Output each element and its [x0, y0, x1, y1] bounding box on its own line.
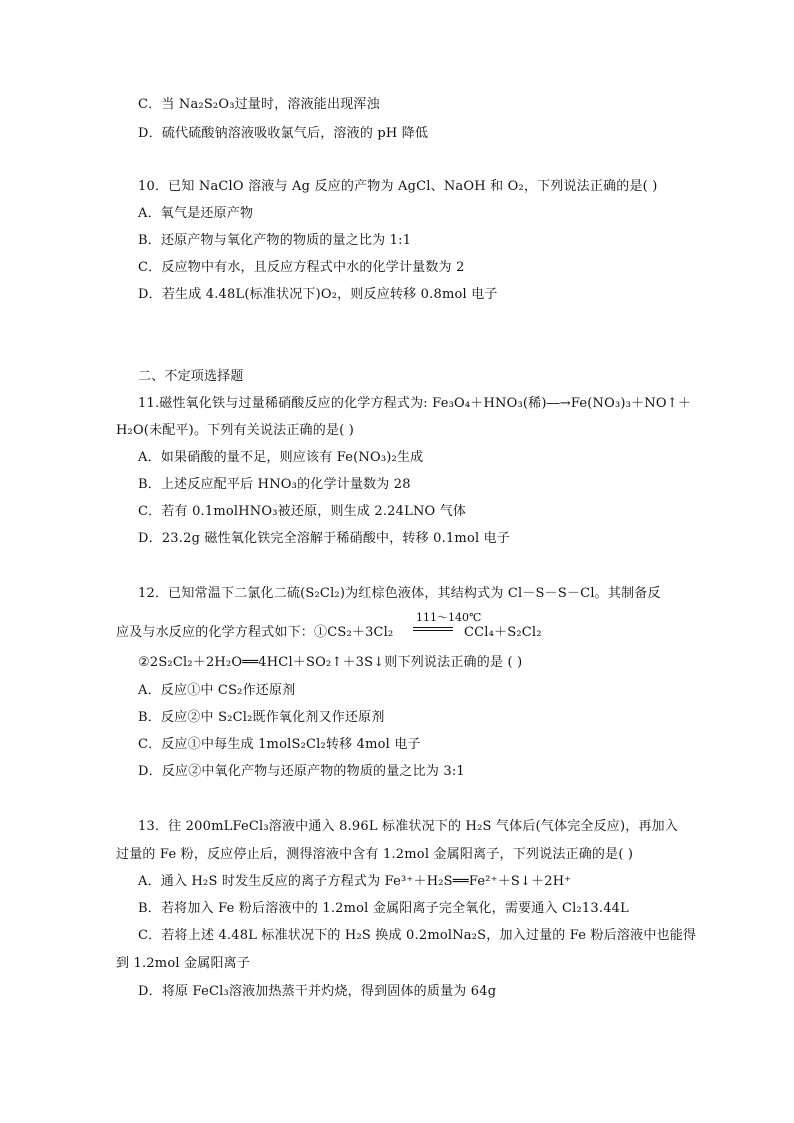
q10-stem: 10．已知 NaClO 溶液与 Ag 反应的产物为 AgCl、NaOH 和 O₂，下列说法正确的是( )	[138, 179, 658, 194]
q12-reaction-condition: 111～140℃	[416, 611, 482, 624]
q13-stem-line2: 过量的 Fe 粉，反应停止后，测得溶液中含有 1.2mol 金属阳离子，下列说法正确的是( )	[116, 847, 634, 862]
q9-option-c: C．当 Na₂S₂O₃过量时，溶液能出现浑浊	[138, 97, 380, 112]
q12-stem-line3: ②2S₂Cl₂＋2H₂O══4HCl＋SO₂↑＋3S↓则下列说法正确的是 ( )	[138, 655, 523, 670]
q11-option-d: D．23.2g 磁性氧化铁完全溶解于稀硝酸中，转移 0.1mol 电子	[138, 531, 511, 546]
q10-option-d: D．若生成 4.48L(标准状况下)O₂，则反应转移 0.8mol 电子	[138, 287, 498, 302]
q13-option-b: B．若将加入 Fe 粉后溶液中的 1.2mol 金属阳离子完全氧化，需要通入 Cl₂13.44L	[138, 901, 629, 916]
q13-option-c-line1: C．若将上述 4.48L 标准状况下的 H₂S 换成 0.2molNa₂S，加入过量的 Fe 粉后溶液中也能得	[138, 928, 697, 943]
q11-option-c: C．若有 0.1molHNO₃被还原，则生成 2.24LNO 气体	[138, 504, 467, 519]
q12-stem-line2-left: 应及与水反应的化学方程式如下：①CS₂＋3Cl₂	[116, 625, 394, 640]
q12-option-c: C．反应①中每生成 1molS₂Cl₂转移 4mol 电子	[138, 737, 421, 752]
q12-stem-line1: 12．已知常温下二氯化二硫(S₂Cl₂)为红棕色液体，其结构式为 Cl－S－S－Cl。其制备反	[138, 586, 661, 601]
q11-option-a: A．如果硝酸的量不足，则应该有 Fe(NO₃)₂生成	[138, 450, 424, 465]
q9-option-d: D．硫代硫酸钠溶液吸收氯气后，溶液的 pH 降低	[138, 126, 429, 141]
q10-option-c: C．反应物中有水，且反应方程式中水的化学计量数为 2	[138, 260, 465, 275]
q11-stem-line2: H₂O(未配平)。下列有关说法正确的是( )	[116, 423, 355, 438]
q12-option-b: B．反应②中 S₂Cl₂既作氧化剂又作还原剂	[138, 710, 385, 725]
q13-option-c-line2: 到 1.2mol 金属阳离子	[116, 956, 251, 971]
q11-option-b: B．上述反应配平后 HNO₃的化学计量数为 28	[138, 477, 411, 492]
q12-equals-sign	[413, 627, 453, 631]
q13-option-a: A．通入 H₂S 时发生反应的离子方程式为 Fe³⁺＋H₂S══Fe²⁺＋S↓＋2H⁺	[138, 874, 572, 889]
q13-stem-line1: 13．往 200mLFeCl₃溶液中通入 8.96L 标准状况下的 H₂S 气体后(气体完全反应)，再加入	[138, 819, 679, 834]
q10-option-b: B．还原产物与氧化产物的物质的量之比为 1:1	[138, 233, 412, 248]
q12-option-a: A．反应①中 CS₂作还原剂	[138, 683, 296, 698]
q13-option-d: D．将原 FeCl₃溶液加热蒸干并灼烧，得到固体的质量为 64g	[138, 984, 497, 999]
section-title: 二、不定项选择题	[138, 369, 244, 384]
q12-stem-line2-right: CCl₄＋S₂Cl₂	[464, 625, 542, 640]
q12-option-d: D．反应②中氧化产物与还原产物的物质的量之比为 3:1	[138, 764, 465, 779]
q10-option-a: A．氧气是还原产物	[138, 206, 254, 221]
q11-stem-line1: 11.磁性氧化铁与过量稀硝酸反应的化学方程式为: Fe₃O₄＋HNO₃(稀)―→Fe(NO₃)₃＋NO↑＋	[138, 396, 692, 411]
